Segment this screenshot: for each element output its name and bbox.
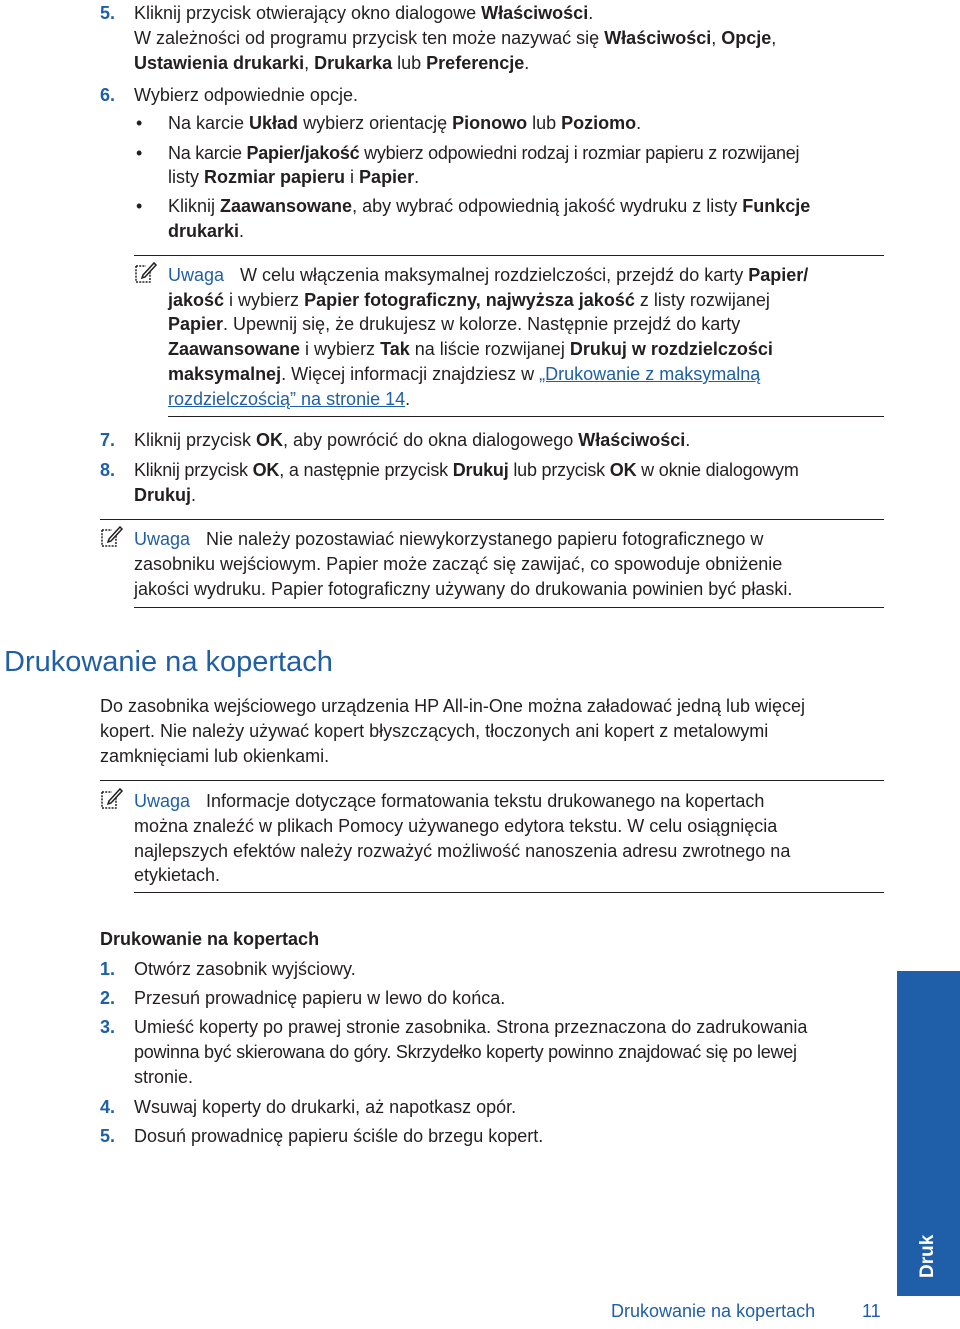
note-bottom-rule xyxy=(134,892,884,893)
note-text: Uwaga W celu włączenia maksymalnej rozdzielczości, przejdź do karty Papier/ xyxy=(168,265,809,285)
step-text: powinna być skierowana do góry. Skrzydełko koperty powinno znajdować się po lewej xyxy=(134,1042,797,1062)
bullet-text: listy Rozmiar papieru i Papier. xyxy=(168,167,420,187)
note-text: jakość i wybierz Papier fotograficzny, najwyższa jakość z listy rozwijanej xyxy=(168,290,770,310)
footer-section-name: Drukowanie na kopertach xyxy=(611,1301,816,1321)
step-text: W zależności od programu przycisk ten może nazywać się Właściwości, Opcje, xyxy=(134,28,777,48)
note-label: Uwaga xyxy=(168,265,225,285)
bullet-text: drukarki. xyxy=(168,221,245,241)
note-top-rule xyxy=(134,255,884,256)
chapter-tab xyxy=(897,971,960,1296)
note-top-rule xyxy=(100,519,884,520)
bullet-text: Kliknij Zaawansowane, aby wybrać odpowiednią jakość wydruku z listy Funkcje xyxy=(168,196,811,216)
bullet-text: Na karcie Układ wybierz orientację Pionowo lub Poziomo. xyxy=(168,113,642,133)
note-text: maksymalnej. Więcej informacji znajdziesz w „Drukowanie z maksymalną xyxy=(168,364,761,384)
step-text: stronie. xyxy=(134,1067,194,1087)
procedure-title: Drukowanie na kopertach xyxy=(100,929,320,949)
step-number: 7. xyxy=(100,430,116,450)
paragraph-line: kopert. Nie należy używać kopert błyszczących, tłoczonych ani kopert z metalowymi xyxy=(100,721,769,741)
note-text: Papier. Upewnij się, że drukujesz w kolorze. Następnie przejdź do karty xyxy=(168,314,741,334)
note-label: Uwaga xyxy=(134,791,191,811)
step-text: Umieść koperty po prawej stronie zasobnika. Strona przeznaczona do zadrukowania xyxy=(134,1017,808,1037)
footer-page-number: 11 xyxy=(862,1301,881,1321)
step-number: 6. xyxy=(100,85,116,105)
note-text: najlepszych efektów należy rozważyć możliwość nanoszenia adresu zwrotnego na xyxy=(134,841,791,861)
section-heading: Drukowanie na kopertach xyxy=(4,646,333,678)
note-text: rozdzielczością” na stronie 14. xyxy=(168,389,411,409)
cross-reference-link[interactable]: rozdzielczością” na stronie 14 xyxy=(168,389,406,409)
note-text: Uwaga Nie należy pozostawiać niewykorzystanego papieru fotograficznego w xyxy=(134,529,764,549)
step-text: Otwórz zasobnik wyjściowy. xyxy=(134,959,356,979)
note-label: Uwaga xyxy=(134,529,191,549)
bullet: • xyxy=(136,113,143,133)
note-pencil-icon xyxy=(100,786,124,810)
step-number: 1. xyxy=(100,959,116,979)
step-text: Dosuń prowadnicę papieru ściśle do brzegu kopert. xyxy=(134,1126,544,1146)
note-bottom-rule xyxy=(134,607,884,608)
bullet: • xyxy=(136,196,143,216)
note-text: jakości wydruku. Papier fotograficzny używany do drukowania powinien być płaski. xyxy=(134,579,793,599)
step-text: Drukuj. xyxy=(134,485,197,505)
paragraph-line: Do zasobnika wejściowego urządzenia HP All-in-One można załadować jedną lub więcej xyxy=(100,696,806,716)
note-top-rule xyxy=(100,780,884,781)
cross-reference-link[interactable]: „Drukowanie z maksymalną xyxy=(539,364,761,384)
bullet-text: Na karcie Papier/jakość wybierz odpowiedni rodzaj i rozmiar papieru z rozwijanej xyxy=(168,143,800,163)
note-pencil-icon xyxy=(134,260,158,284)
note-text: można znaleźć w plikach Pomocy używanego edytora tekstu. W celu osiągnięcia xyxy=(134,816,778,836)
step-text: Wybierz odpowiednie opcje. xyxy=(134,85,358,105)
note-pencil-icon xyxy=(100,524,124,548)
step-text: Wsuwaj koperty do drukarki, aż napotkasz opór. xyxy=(134,1097,517,1117)
step-number: 8. xyxy=(100,460,116,480)
step-text: Kliknij przycisk otwierający okno dialogowe Właściwości. xyxy=(134,3,594,23)
note-text: Uwaga Informacje dotyczące formatowania tekstu drukowanego na kopertach xyxy=(134,791,765,811)
step-text: Kliknij przycisk OK, a następnie przycisk Drukuj lub przycisk OK w oknie dialogowym xyxy=(134,460,799,480)
chapter-tab-label: Druk xyxy=(917,1234,938,1278)
step-number: 2. xyxy=(100,988,116,1008)
step-text: Kliknij przycisk OK, aby powrócić do okna dialogowego Właściwości. xyxy=(134,430,691,450)
step-number: 5. xyxy=(100,1126,116,1146)
paragraph-line: zamknięciami lub okienkami. xyxy=(100,746,330,766)
note-text: Zaawansowane i wybierz Tak na liście rozwijanej Drukuj w rozdzielczości xyxy=(168,339,773,359)
step-text: Ustawienia drukarki, Drukarka lub Preferencje. xyxy=(134,53,530,73)
step-number: 5. xyxy=(100,3,116,23)
note-bottom-rule xyxy=(168,416,884,417)
step-number: 3. xyxy=(100,1017,116,1037)
step-number: 4. xyxy=(100,1097,116,1117)
note-text: etykietach. xyxy=(134,865,221,885)
step-text: Przesuń prowadnicę papieru w lewo do końca. xyxy=(134,988,506,1008)
note-text: zasobniku wejściowym. Papier może zacząć się zawijać, co spowoduje obniżenie xyxy=(134,554,783,574)
bullet: • xyxy=(136,143,143,163)
